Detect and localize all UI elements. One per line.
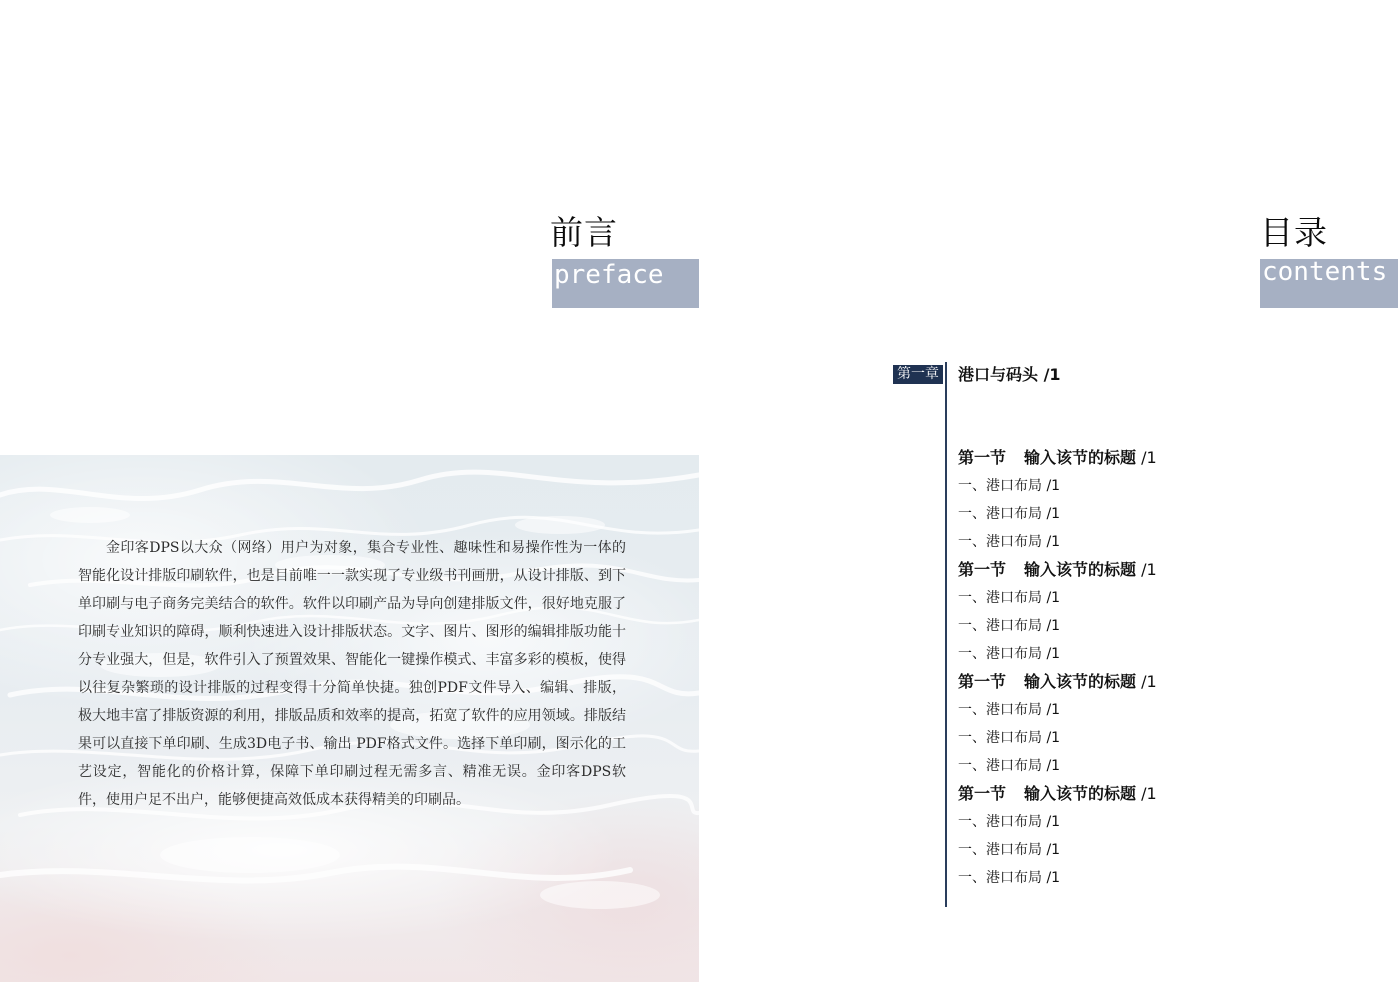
section-title: 输入该节的标题 — [1024, 784, 1137, 803]
section-title: 输入该节的标题 — [1024, 672, 1137, 691]
toc-item[interactable]: 一、港口布局 /1 — [958, 506, 1061, 522]
toc-item[interactable]: 一、港口布局 /1 — [958, 842, 1061, 858]
preface-body: 金印客DPS以大众（网络）用户为对象，集合专业性、趣味性和易操作性为一体的智能化设计排版印刷软件，也是目前唯一一款实现了专业级书刊画册，从设计排版、到下单印刷与电子商务完美结合的软件。软件以印刷产品为导向创建排版文件，很好地克服了印刷专业知识的障碍，顺利快速进入设计排版状态。文字、图片、图形的编辑排版功能十分专业强大，但是，软件引入了预置效果、智能化一键操作模式、丰富多彩的模板，使得以往复杂繁琐的设计排版的过程变得十分简单快捷。独创PDF文件导入、编辑、排版，极大地丰富了排版资源的利用，排版品质和效率的提高，拓宽了软件的应用领域。排版结果可以直接下单印刷、生成3D电子书、输出 PDF格式文件。选择下单印刷，图示化的工艺设定，智能化的价格计算，保障下单印刷过程无需多言、精准无误。金印客DPS软件，使用户足不出户，能够便捷高效低成本获得精美的印刷品。 — [78, 540, 626, 808]
toc-rule — [945, 362, 947, 907]
section-page: /1 — [1136, 560, 1157, 579]
section-page: /1 — [1136, 448, 1157, 467]
toc-item[interactable]: 一、港口布局 /1 — [958, 618, 1061, 634]
section-page: /1 — [1136, 672, 1157, 691]
contents-page — [699, 0, 1398, 982]
section-page: /1 — [1136, 784, 1157, 803]
preface-subtitle-box — [552, 259, 699, 308]
toc-section[interactable] — [958, 784, 1378, 812]
toc-item[interactable]: 一、港口布局 /1 — [958, 730, 1061, 746]
toc-section[interactable] — [958, 672, 1378, 700]
toc-item[interactable]: 一、港口布局 /1 — [958, 478, 1061, 494]
toc-item[interactable]: 一、港口布局 /1 — [958, 814, 1061, 830]
section-label: 第一节 — [958, 448, 1007, 467]
contents-subtitle: contents — [1262, 259, 1388, 287]
toc-item[interactable]: 一、港口布局 /1 — [958, 702, 1061, 718]
contents-subtitle-box — [1260, 259, 1398, 308]
chapter-badge: 第一章 — [893, 365, 943, 384]
ocean-photo — [0, 455, 699, 982]
section-label: 第一节 — [958, 672, 1007, 691]
toc-list — [958, 448, 1378, 896]
toc-section[interactable] — [958, 560, 1378, 588]
toc-item[interactable]: 一、港口布局 /1 — [958, 646, 1061, 662]
toc-item[interactable]: 一、港口布局 /1 — [958, 870, 1061, 886]
preface-subtitle: preface — [554, 260, 664, 290]
section-label: 第一节 — [958, 560, 1007, 579]
section-label: 第一节 — [958, 784, 1007, 803]
toc-section[interactable] — [958, 448, 1378, 476]
preface-title: 前言 — [550, 213, 618, 252]
contents-title: 目录 — [1260, 213, 1328, 252]
toc-item[interactable]: 一、港口布局 /1 — [958, 758, 1061, 774]
chapter-title[interactable]: 港口与码头 /1 — [958, 365, 1061, 384]
toc-item[interactable]: 一、港口布局 /1 — [958, 534, 1061, 550]
section-title: 输入该节的标题 — [1024, 448, 1137, 467]
section-title: 输入该节的标题 — [1024, 560, 1137, 579]
toc-item[interactable]: 一、港口布局 /1 — [958, 590, 1061, 606]
